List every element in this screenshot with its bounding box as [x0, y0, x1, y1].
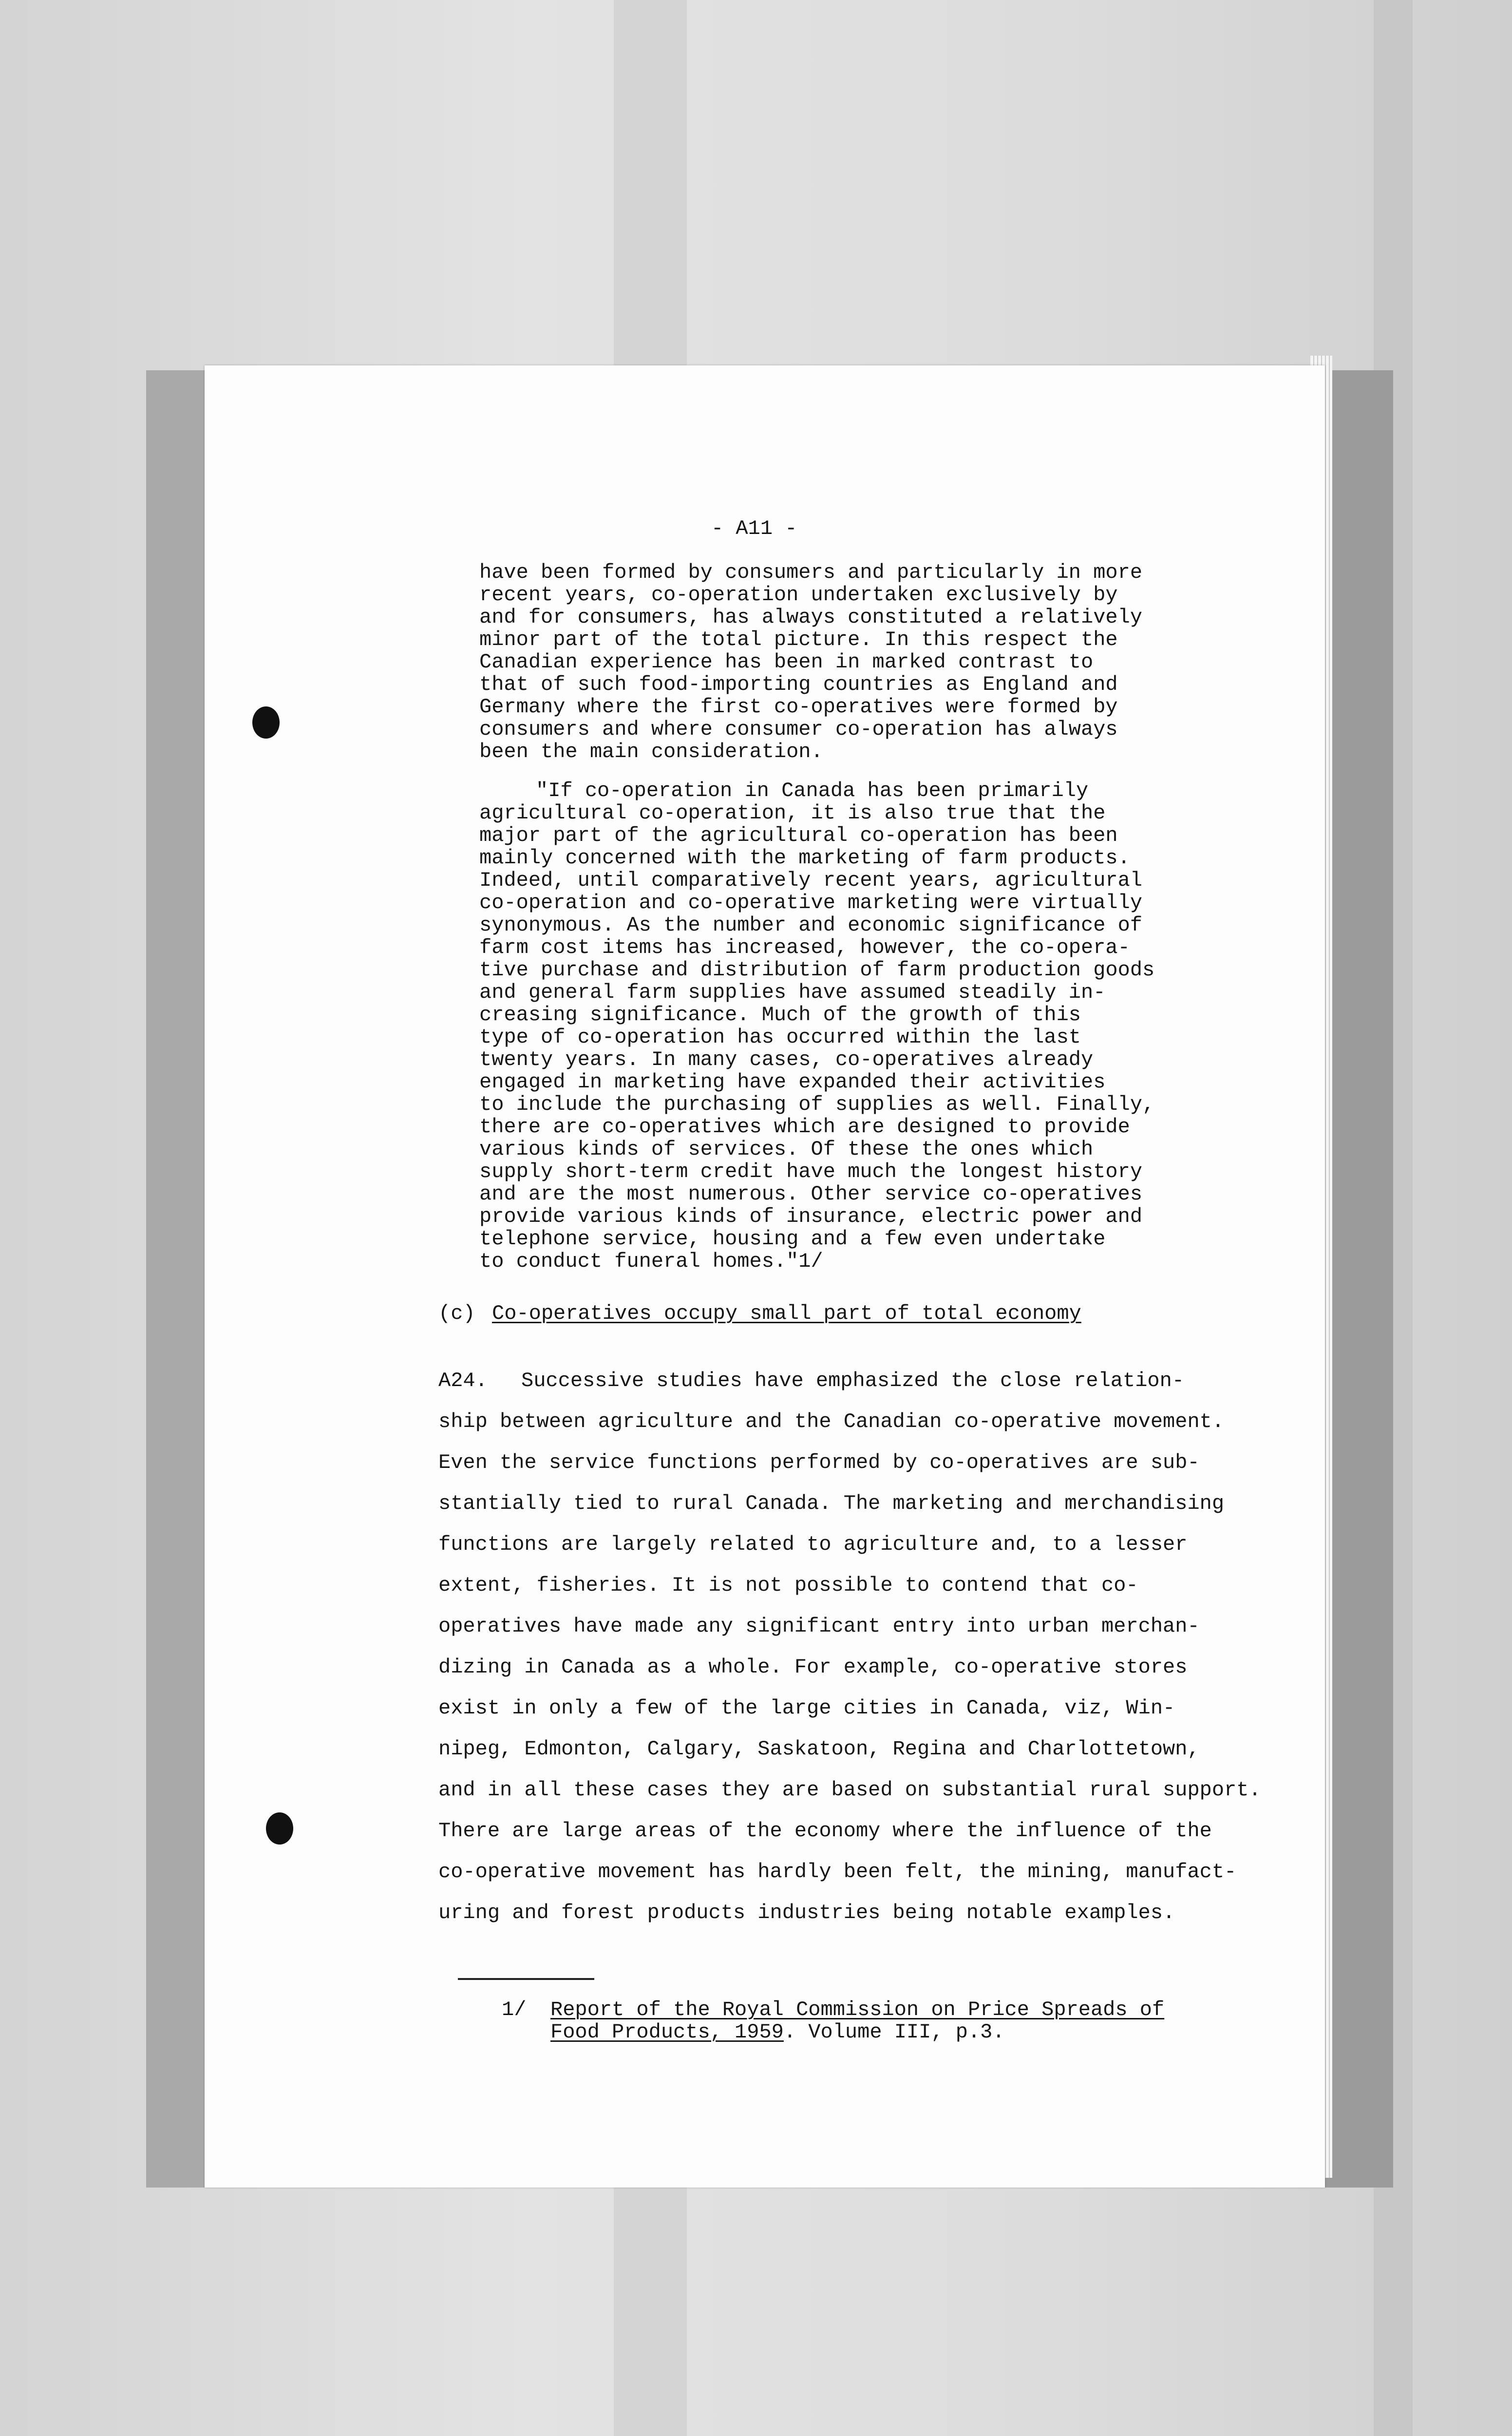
footnote-line-2 [550, 2021, 1005, 2043]
punch-hole [252, 706, 280, 739]
page-number: - A11 - [711, 517, 797, 540]
footnote-source-title: Food Products, 1959 [550, 2020, 784, 2044]
footnote-citation: . Volume III, p.3. [783, 2020, 1005, 2044]
footnote-marker: 1/ [502, 1998, 527, 2021]
section-heading-marker: (c) [438, 1302, 475, 1325]
page-shadow [146, 370, 209, 2188]
footnote-line-1: Report of the Royal Commission on Price Spreads of [550, 1998, 1165, 2021]
punch-hole [266, 1812, 293, 1845]
paragraph-number: A24. [438, 1369, 488, 1392]
footnote-rule [458, 1978, 594, 1980]
section-heading: Co-operatives occupy small part of total economy [492, 1302, 1081, 1325]
